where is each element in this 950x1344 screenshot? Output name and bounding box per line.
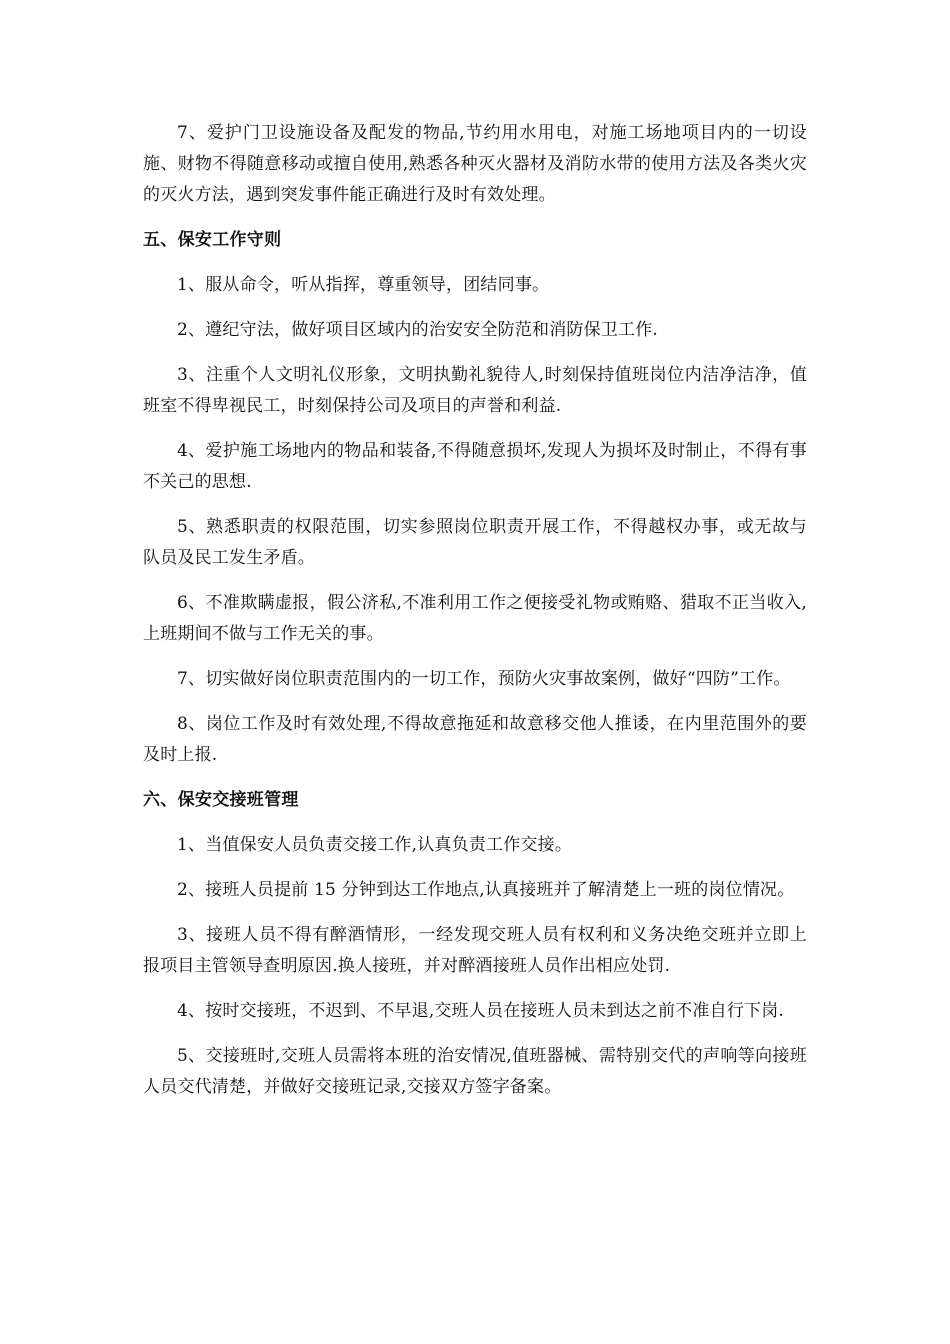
handover-item-2: 2、接班人员提前 15 分钟到达工作地点,认真接班并了解清楚上一班的岗位情况。 xyxy=(177,880,795,900)
rule-item-7: 7、切实做好岗位职责范围内的一切工作，预防火灾事故案例，做好“四防”工作。 xyxy=(177,669,791,689)
handover-item-3: 3、接班人员不得有醉酒情形，一经发现交班人员有权利和义务决绝交班并立即上报项目主管领导查明原因.换人接班，并对醉酒接班人员作出相应处罚. xyxy=(143,925,807,976)
document-page xyxy=(143,118,807,1117)
section-heading-shift-handover: 六、保安交接班管理 xyxy=(143,790,299,810)
rule-item-3: 3、注重个人文明礼仪形象，文明执勤礼貌待人,时刻保持值班岗位内洁净洁净，值班室不得卑视民工，时刻保持公司及项目的声誉和利益. xyxy=(143,365,807,416)
rule-item-1: 1、服从命令，听从指挥，尊重领导，团结同事。 xyxy=(177,275,550,295)
handover-item-5: 5、交接班时,交班人员需将本班的治安情况,值班器械、需特别交代的声响等向接班人员交代清楚，并做好交接班记录,交接双方签字备案。 xyxy=(143,1046,807,1097)
rule-item-5: 5、熟悉职责的权限范围，切实参照岗位职责开展工作，不得越权办事，或无故与队员及民工发生矛盾。 xyxy=(143,517,807,568)
section-heading-security-rules: 五、保安工作守则 xyxy=(143,230,282,250)
rule-item-8: 8、岗位工作及时有效处理,不得故意拖延和故意移交他人推诿，在内里范围外的要及时上报. xyxy=(143,714,807,765)
handover-item-4: 4、按时交接班，不迟到、不早退,交班人员在接班人员未到达之前不准自行下岗. xyxy=(177,1001,785,1021)
rule-item-2: 2、遵纪守法，做好项目区域内的治安安全防范和消防保卫工作. xyxy=(177,320,659,340)
handover-item-1: 1、当值保安人员负责交接工作,认真负责工作交接。 xyxy=(177,835,573,855)
rule-item-6: 6、不准欺瞒虚报，假公济私,不准利用工作之便接受礼物或贿赂、猎取不正当收入,上班期间不做与工作无关的事。 xyxy=(143,593,807,644)
rule-item-4: 4、爱护施工场地内的物品和装备,不得随意损坏,发现人为损坏及时制止，不得有事不关己的思想. xyxy=(143,441,807,492)
paragraph-care-facilities: 7、爱护门卫设施设备及配发的物品,节约用水用电，对施工场地项目内的一切设施、财物不得随意移动或擅自使用,熟悉各种灭火器材及消防水带的使用方法及各类火灾的灭火方法，遇到突发事件能正确进行及时有效处理。 xyxy=(143,123,807,205)
